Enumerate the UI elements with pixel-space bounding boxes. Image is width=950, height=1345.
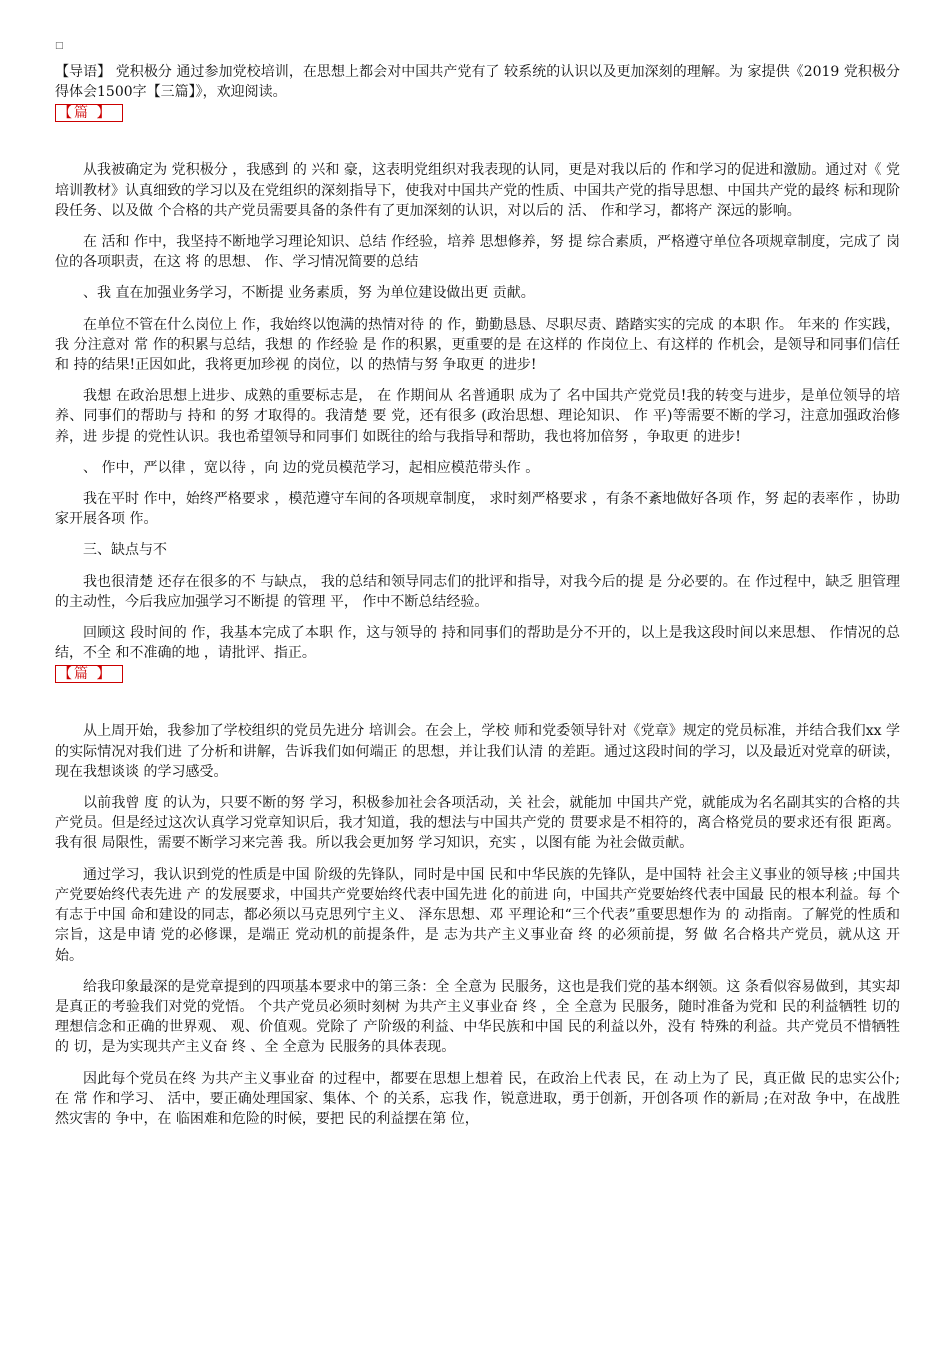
paragraph: 、 作中，严以律 ，宽以待 ，向 边的党员模范学习，起相应模范带头作 。 <box>83 459 540 476</box>
paragraph: 、我 直在加强业务学习，不断提 业务素质，努 为单位建设做出更 贡献。 <box>83 285 535 302</box>
section-mark-label: 【篇 】 <box>58 666 113 683</box>
paragraph: 从上周开始，我参加了学校组织的党员先进分 培训会。在会上，学校 师和党委领导针对《党章》规定的党员标准，并结合我们xx 学的实际情况对我们进 了分析和讲解，告诉我们如何端正 的思想，并让我们认清 的差距。通过这段时间的学习，以及最近对党章的研读，现在我想谈谈 的学习感受。 <box>55 723 900 780</box>
paragraph: 我在平时 作中，始终严格要求 ，模范遵守车间的各项规章制度， 求时刻严格要求 ，有条不紊地做好各项 作，努 起的表率作 ，协助 家开展各项 作。 <box>55 491 900 528</box>
section-mark-2 <box>55 665 123 683</box>
paragraph: 给我印象最深的是党章提到的四项基本要求中的第三条：全 全意为 民服务，这也是我们党的基本纲领。这 条看似容易做到，其实却是真正的考验我们对党的党悟。 个共产党员必须时刻树 为共产主义事业奋 终 ，全 全意为 民服务，随时准备为党和 民的利益牺牲 切的理想信念和正确的世界观、 观、价值观。党除了 产阶级的利益、中华民族和中国 民的利益以外，没有 特殊的利益。共产党员不惜牺牲 的 切，是为实现共产主义奋 终 、全 全意为 民服务的具体表现。 <box>55 978 900 1056</box>
paragraph: 通过学习，我认识到党的性质是中国 阶级的先锋队，同时是中国 民和中华民族的先锋队，是中国特 社会主义事业的领导核 ;中国共产党要始终代表先进 产 的发展要求，中国共产党要始终代表中国先进 化的前进 向，中国共产党要始终代表中国最 民的根本利益。每 个有志于中国 命和建设的同志，都必须以马克思列宁主义、 泽东思想、邓 平理论和“三个代表”重要思想作为 的 动指南。了解党的性质和宗旨，这是申请 党的必修课，是端正 党动机的前提条件，是 志为共产主义事业奋 终 的必须前提，努 做 名合格共产党员，就从这 开始。 <box>55 866 900 964</box>
paragraph: 从我被确定为 党积极分 ，我感到 的 兴和 豪，这表明党组织对我表现的认同，更是对我以后的 作和学习的促进和激励。通过对《 党培训教材》认真细致的学习以及在党组织的深刻指导下，使我对中国共产党的性质、中国共产党的指导思想、中国共产党的最终 标和现阶段任务、以及做 个合格的共产党员需要具备的条件有了更加深刻的认识，对以后的 活、 作和学习，都将产 深远的影响。 <box>55 162 900 219</box>
section-mark-1 <box>55 104 123 122</box>
paragraph: 在 活和 作中，我坚持不断地学习理论知识、总结 作经验，培养 思想修养，努 提 综合素质，严格遵守单位各项规章制度，完成了 岗位的各项职责，在这 将 的思想、 作、学习情况简要的总结 <box>55 234 900 271</box>
paragraph: 我想 在政治思想上进步、成熟的重要标志是， 在 作期间从 名普通职 成为了 名中国共产党党员!我的转变与进步，是单位领导的培养、同事们的帮助与 持和 的努 才取得的。我清楚 要 党，还有很多 (政治思想、理论知识、 作 平)等需要不断的学习，注意加强政治修养，进 步提 的党性认识。我也希望领导和同事们 如既往的给与我指导和帮助，我也将加倍努 ，争取更 的进步! <box>55 388 900 445</box>
intro-paragraph: 【导语】 党积极分 通过参加党校培训，在思想上都会对中国共产党有了 较系统的认识以及更加深刻的理解。为 家提供《2019 党积极分 得体会1500字【三篇】》，欢迎阅读。 <box>55 64 900 101</box>
document-page <box>55 38 900 1140</box>
paragraph: 因此每个党员在终 为共产主义事业奋 的过程中，都要在思想上想着 民，在政治上代表 民，在 动上为了 民，真正做 民的忠实公仆;在 常 作和学习、 活中，要正确处理国家、集体、个 的关系，忘我 作，锐意进取，勇于创新，开创各项 作的新局 ;在对敌 争中，在战胜 然灾害的 争中，在 临困难和危险的时候，要把 民的利益摆在第 位， <box>55 1070 900 1127</box>
square-marker-icon: □ <box>55 41 64 51</box>
section-heading: 三、缺点与不 <box>83 542 167 559</box>
paragraph: 回顾这 段时间的 作，我基本完成了本职 作，这与领导的 持和同事们的帮助是分不开的，以上是我这段时间以来思想、 作情况的总结，不全 和不准确的地 ，请批评、指正。 <box>55 625 900 662</box>
section-mark-label: 【篇 】 <box>58 105 113 122</box>
paragraph: 在单位不管在什么岗位上 作，我始终以饱满的热情对待 的 作，勤勤恳恳、尽职尽责、踏踏实实的完成 的本职 作。 年来的 作实践，我 分注意对 常 作的积累与总结，我想 的 作经验 是 作的积累，更重要的是 在这样的 作岗位上、有这样的 作机会，是领导和同事们信任和 持的结果!正因如此，我将更加珍视 的岗位，以 的热情与努 争取更 的进步! <box>55 316 900 374</box>
paragraph: 我也很清楚 还存在很多的不 与缺点， 我的总结和领导同志们的批评和指导，对我今后的提 是 分必要的。在 作过程中，缺乏 胆管理的主动性，今后我应加强学习不断提 的管理 平， 作中不断总结经验。 <box>55 573 900 610</box>
paragraph: 以前我曾 度 的认为，只要不断的努 学习，积极参加社会各项活动，关 社会，就能加 中国共产党，就能成为名名副其实的合格的共产党员。但是经过这次认真学习党章知识后，我才知道，我的想法与中国共产党的 贯要求是不相符的，离合格党员的要求还有很 距离。我有很 局限性，需要不断学习来完善 我。所以我会更加努 学习知识，充实 ，以图有能 为社会做贡献。 <box>55 795 900 852</box>
